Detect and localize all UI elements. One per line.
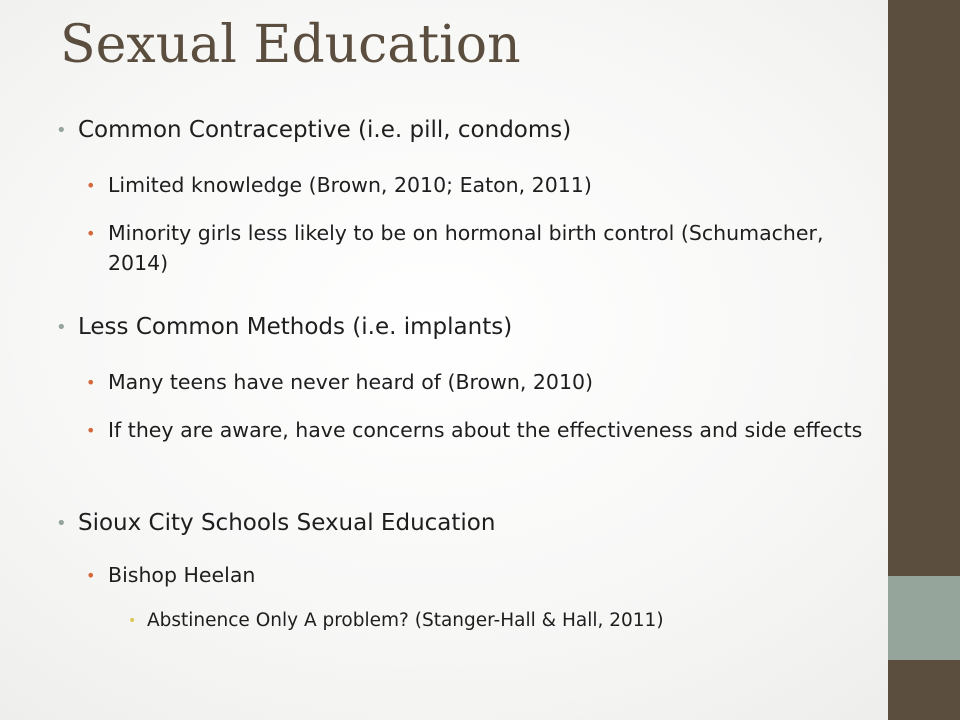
bullet-text: Many teens have never heard of (Brown, 2010) — [108, 370, 594, 394]
bullet-icon: • — [86, 373, 96, 392]
bullet-text: If they are aware, have concerns about the effectiveness and side effects — [108, 418, 863, 442]
bullet-icon: • — [86, 176, 96, 195]
bullet-icon: • — [56, 513, 67, 534]
bullet-item — [86, 367, 866, 397]
bullet-icon: • — [86, 421, 96, 440]
bullet-text: Minority girls less likely to be on hormonal birth control (Schumacher, 2014) — [108, 221, 824, 275]
bullet-item — [56, 508, 856, 538]
right-accent-block — [888, 576, 960, 660]
bullet-icon: • — [56, 317, 67, 338]
bullet-icon: • — [56, 120, 67, 141]
bullet-text: Sioux City Schools Sexual Education — [78, 510, 496, 536]
bullet-text: Common Contraceptive (i.e. pill, condoms) — [78, 117, 572, 143]
bullet-item — [56, 312, 856, 342]
slide-title: Sexual Education — [60, 15, 521, 75]
bullet-text: Abstinence Only A problem? (Stanger-Hall & Hall, 2011) — [147, 610, 664, 631]
bullet-item — [56, 115, 856, 145]
bullet-text: Less Common Methods (i.e. implants) — [78, 314, 513, 340]
bullet-icon: • — [128, 613, 137, 629]
bullet-item — [86, 170, 866, 200]
bullet-text: Limited knowledge (Brown, 2010; Eaton, 2011) — [108, 173, 592, 197]
bullet-icon: • — [86, 566, 96, 585]
bullet-text: Bishop Heelan — [108, 563, 256, 587]
bullet-icon: • — [86, 224, 96, 243]
bullet-item — [86, 415, 866, 445]
bullet-item — [86, 218, 866, 278]
bullet-item — [128, 607, 868, 634]
bullet-item — [86, 560, 866, 590]
